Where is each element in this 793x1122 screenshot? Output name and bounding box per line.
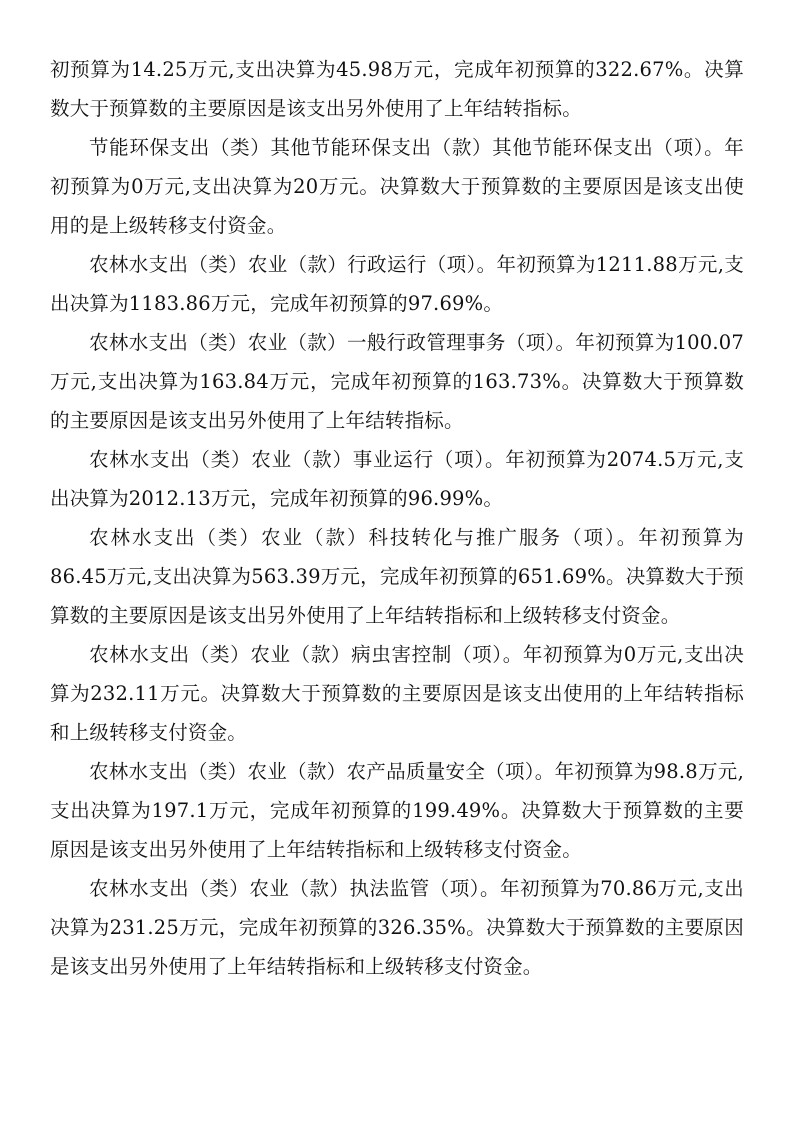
document-body (50, 50, 744, 986)
paragraph-continuation: 初预算为14.25万元,支出决算为45.98万元，完成年初预算的322.67%。决算数大于预算数的主要原因是该支出另外使用了上年结转指标。 (50, 58, 744, 120)
paragraph-general-admin: 农林水支出（类）农业（款）一般行政管理事务（项）。年初预算为100.07万元,支出决算为163.84万元，完成年初预算的163.73%。决算数大于预算数的主要原因是该支出另外使用了上年结转指标。 (50, 331, 744, 432)
paragraph-admin-operation: 农林水支出（类）农业（款）行政运行（项）。年初预算为1211.88万元,支出决算为1183.86万元，完成年初预算的97.69%。 (50, 253, 744, 315)
paragraph-business-operation: 农林水支出（类）农业（款）事业运行（项）。年初预算为2074.5万元,支出决算为2012.13万元，完成年初预算的96.99%。 (50, 448, 744, 510)
paragraph-product-quality: 农林水支出（类）农业（款）农产品质量安全（项）。年初预算为98.8万元,支出决算为197.1万元，完成年初预算的199.49%。决算数大于预算数的主要原因是该支出另外使用了上年结转指标和上级转移支付资金。 (50, 760, 744, 861)
paragraph-energy-saving: 节能环保支出（类）其他节能环保支出（款）其他节能环保支出（项）。年初预算为0万元,支出决算为20万元。决算数大于预算数的主要原因是该支出使用的是上级转移支付资金。 (50, 136, 744, 237)
paragraph-pest-control: 农林水支出（类）农业（款）病虫害控制（项）。年初预算为0万元,支出决算为232.11万元。决算数大于预算数的主要原因是该支出使用的上年结转指标和上级转移支付资金。 (50, 643, 744, 744)
paragraph-law-enforcement: 农林水支出（类）农业（款）执法监管（项）。年初预算为70.86万元,支出决算为231.25万元，完成年初预算的326.35%。决算数大于预算数的主要原因是该支出另外使用了上年结转指标和上级转移支付资金。 (50, 877, 744, 978)
paragraph-tech-transfer: 农林水支出（类）农业（款）科技转化与推广服务（项）。年初预算为86.45万元,支出决算为563.39万元，完成年初预算的651.69%。决算数大于预算数的主要原因是该支出另外使用了上年结转指标和上级转移支付资金。 (50, 526, 744, 627)
